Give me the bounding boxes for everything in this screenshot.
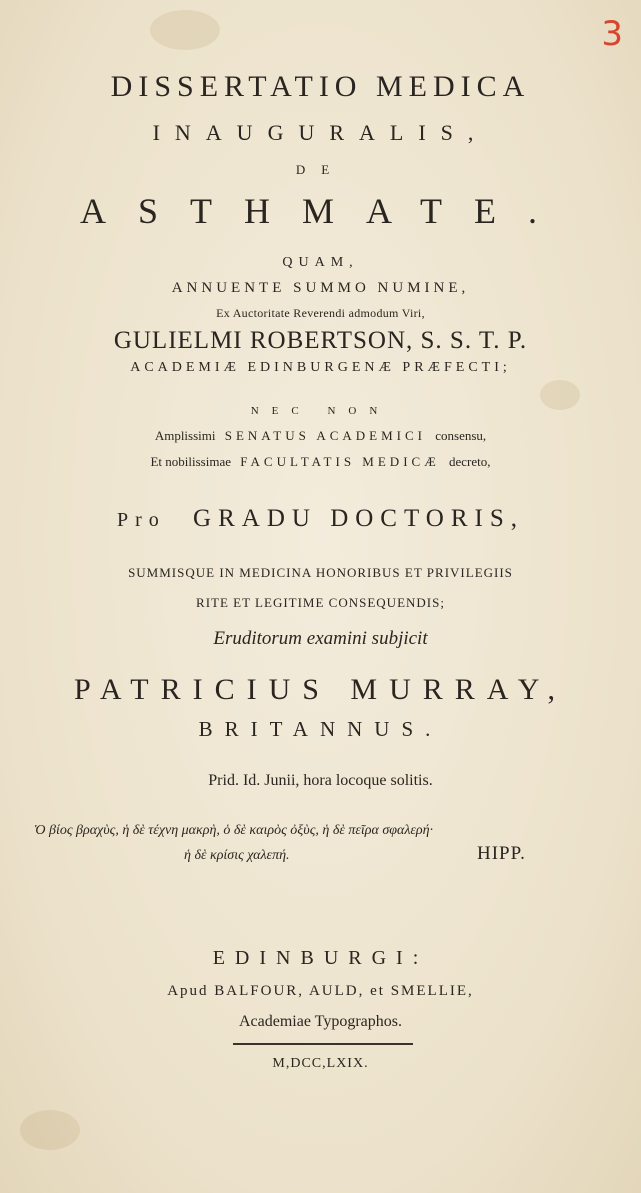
academiae-line: ACADEMIÆ EDINBURGENÆ PRÆFECTI; (130, 360, 511, 375)
senatus-line (0, 428, 641, 444)
pro-gradu-line (0, 505, 641, 533)
author-nationality: BRITANNUS. (198, 717, 443, 741)
eruditorum-line: Eruditorum examini subjicit (213, 628, 428, 649)
title-line-2: INAUGURALIS, (152, 120, 489, 145)
senatus-prefix: Amplissimi (154, 428, 216, 443)
pro-word: Pro (117, 509, 166, 531)
principal-name: GULIELMI ROBERTSON, S. S. T. P. (113, 327, 528, 354)
nec-non-line: NEC NON (250, 405, 391, 417)
gradu-doctoris: GRADU DOCTORIS, (193, 505, 524, 532)
author-name: PATRICIUS MURRAY, (73, 673, 567, 706)
date-line: Prid. Id. Junii, hora locoque solitis. (208, 772, 433, 789)
epigraph-attribution: HIPP. (477, 843, 526, 864)
annuente-line: ANNUENTE SUMMO NUMINE, (171, 280, 470, 296)
paper-stain (150, 10, 220, 50)
facultatis-prefix: Et nobilissimae (150, 454, 231, 469)
senatus-suffix: consensu, (435, 428, 487, 443)
summisque-line-1: SUMMISQUE IN MEDICINA HONORIBUS ET PRIVILEGIIS (128, 565, 513, 580)
paper-stain (20, 1110, 80, 1150)
facultatis-suffix: decreto, (449, 454, 491, 469)
senatus-name: SENATUS ACADEMICI (224, 428, 427, 443)
imprint-printers: Apud BALFOUR, AULD, et SMELLIE, (167, 983, 474, 999)
imprint-place: EDINBURGI: (212, 947, 429, 969)
epigraph-line-1: Ὁ βίος βραχὺς, ἡ δὲ τέχνη μακρὴ, ὁ δὲ καιρὸς ὀξὺς, ἡ δὲ πεῖρα σφαλερή· (34, 823, 434, 838)
auctoritate-line: Ex Auctoritate Reverendi admodum Viri, (216, 306, 425, 320)
divider-rule (233, 1043, 413, 1045)
summisque-line-2: RITE ET LEGITIME CONSEQUENDIS; (196, 595, 445, 610)
page-number: 3 (601, 14, 623, 54)
epigraph-line-2: ἡ δὲ κρίσις χαλεπή. (184, 848, 290, 863)
quam-line: QUAM, (282, 255, 359, 270)
imprint-printers-title: Academiae Typographos. (239, 1013, 402, 1030)
title-line-3: DE (295, 162, 346, 177)
title-line-4: ASTHMATE. (79, 191, 569, 231)
title-line-1: DISSERTATIO MEDICA (110, 70, 531, 103)
facultatis-line (0, 454, 641, 470)
imprint-year: M,DCC,LXIX. (272, 1056, 369, 1071)
facultatis-name: FACULTATIS MEDICÆ (240, 454, 440, 469)
